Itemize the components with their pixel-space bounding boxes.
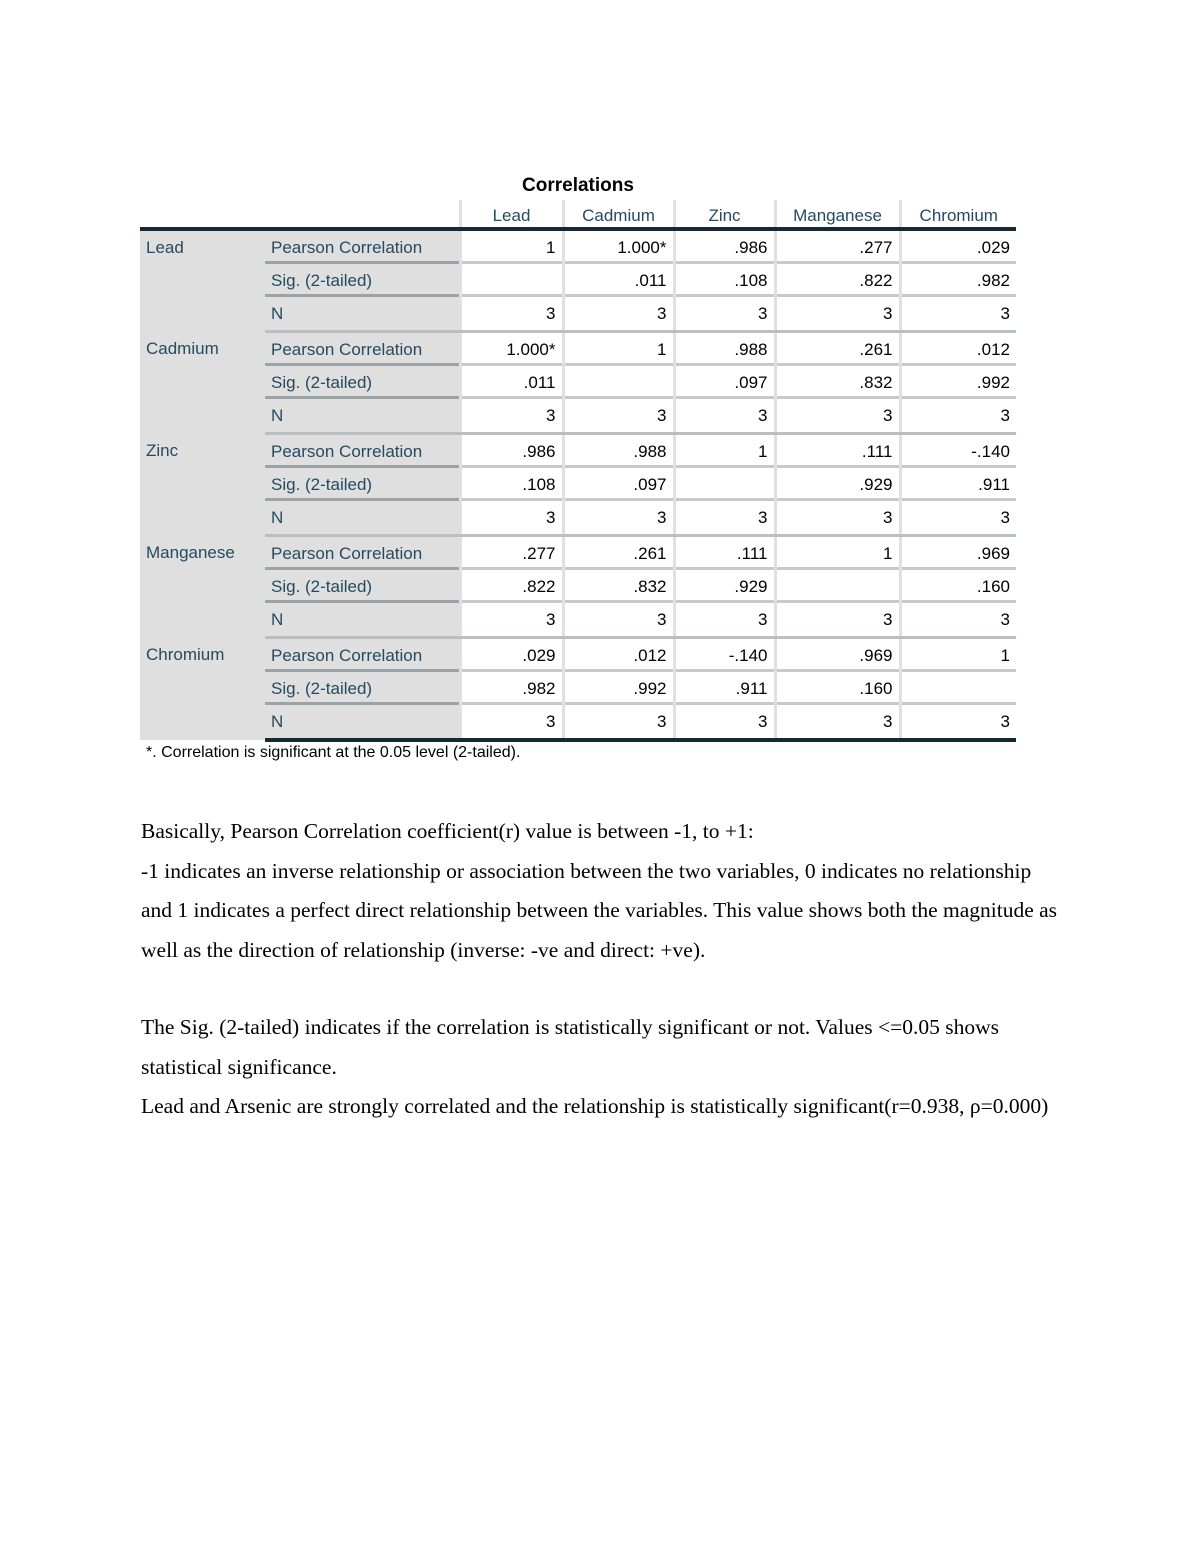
table-cell: 1.000* bbox=[460, 332, 563, 367]
table-cell: 3 bbox=[900, 501, 1016, 536]
table-cell: 3 bbox=[674, 399, 775, 434]
table-cell: .012 bbox=[563, 638, 674, 673]
row-stat-label: N bbox=[265, 297, 460, 332]
table-cell: .988 bbox=[674, 332, 775, 367]
table-row bbox=[140, 638, 1016, 673]
column-header: Cadmium bbox=[563, 200, 674, 229]
table-title: Correlations bbox=[522, 175, 634, 196]
table-row bbox=[140, 468, 1016, 501]
row-stat-label: Pearson Correlation bbox=[265, 638, 460, 673]
table-cell: .108 bbox=[460, 468, 563, 501]
table-cell: 3 bbox=[563, 297, 674, 332]
table-cell: 3 bbox=[674, 705, 775, 740]
table-cell: .277 bbox=[775, 229, 900, 264]
table-cell: 1 bbox=[900, 638, 1016, 673]
table-row bbox=[140, 229, 1016, 264]
table-cell: .111 bbox=[775, 434, 900, 469]
table-row bbox=[140, 705, 1016, 740]
header-blank bbox=[140, 200, 460, 229]
table-cell: .822 bbox=[775, 264, 900, 297]
table-row bbox=[140, 570, 1016, 603]
paragraph-range: -1 indicates an inverse relationship or association between the two variables, 0 indicates no relationship and 1 indicates a perfect direct relationship between the variables. This value shows both the magnitude as well as the direction of relationship (inverse: -ve and direct: +ve). bbox=[141, 858, 1058, 962]
table-cell: .029 bbox=[900, 229, 1016, 264]
table-cell bbox=[674, 468, 775, 501]
table-cell: 1 bbox=[563, 332, 674, 367]
table-cell: 3 bbox=[460, 297, 563, 332]
table-cell: .822 bbox=[460, 570, 563, 603]
table-cell: -.140 bbox=[900, 434, 1016, 469]
table-header-row bbox=[140, 200, 1016, 229]
table-cell: .277 bbox=[460, 536, 563, 571]
table-cell: .011 bbox=[563, 264, 674, 297]
table-cell: 3 bbox=[900, 399, 1016, 434]
table-cell: .986 bbox=[460, 434, 563, 469]
column-header: Manganese bbox=[775, 200, 900, 229]
table-cell: .992 bbox=[900, 366, 1016, 399]
paragraph-gap bbox=[141, 970, 1061, 1008]
table-cell: .111 bbox=[674, 536, 775, 571]
table-row bbox=[140, 264, 1016, 297]
explanation-text bbox=[141, 812, 1061, 1127]
row-stat-label: N bbox=[265, 501, 460, 536]
row-stat-label: Sig. (2-tailed) bbox=[265, 264, 460, 297]
table-row bbox=[140, 501, 1016, 536]
table-cell: 1 bbox=[460, 229, 563, 264]
table-cell: 3 bbox=[775, 705, 900, 740]
table-cell: .832 bbox=[775, 366, 900, 399]
table-cell: .911 bbox=[900, 468, 1016, 501]
table-cell: 3 bbox=[900, 297, 1016, 332]
paragraph-intro: Basically, Pearson Correlation coefficient(r) value is between -1, to +1: bbox=[141, 819, 754, 843]
table-row bbox=[140, 603, 1016, 638]
table-footnote: *. Correlation is significant at the 0.05 level (2-tailed). bbox=[146, 744, 521, 761]
table-cell: .261 bbox=[563, 536, 674, 571]
table-cell: .029 bbox=[460, 638, 563, 673]
table-cell: 3 bbox=[460, 399, 563, 434]
row-stat-label: Pearson Correlation bbox=[265, 536, 460, 571]
table-cell bbox=[563, 366, 674, 399]
table-cell: .097 bbox=[563, 468, 674, 501]
table-cell: .160 bbox=[775, 672, 900, 705]
table-cell: 3 bbox=[563, 603, 674, 638]
table-cell: 3 bbox=[460, 603, 563, 638]
row-variable-label: Cadmium bbox=[140, 332, 265, 434]
table-cell: .969 bbox=[900, 536, 1016, 571]
table-row bbox=[140, 332, 1016, 367]
paragraph-significance: The Sig. (2-tailed) indicates if the correlation is statistically significant or not. Values <=0.05 shows statistical significance. bbox=[141, 1015, 999, 1079]
column-header: Zinc bbox=[674, 200, 775, 229]
row-variable-label: Zinc bbox=[140, 434, 265, 536]
table-cell: 3 bbox=[775, 297, 900, 332]
table-cell: .929 bbox=[674, 570, 775, 603]
table-cell: 1 bbox=[775, 536, 900, 571]
row-stat-label: Sig. (2-tailed) bbox=[265, 366, 460, 399]
table-cell: .832 bbox=[563, 570, 674, 603]
table-cell: .097 bbox=[674, 366, 775, 399]
table-cell: .261 bbox=[775, 332, 900, 367]
row-variable-label: Chromium bbox=[140, 638, 265, 741]
column-header: Chromium bbox=[900, 200, 1016, 229]
table-cell: .011 bbox=[460, 366, 563, 399]
table-cell: 3 bbox=[563, 705, 674, 740]
table-cell: 3 bbox=[900, 705, 1016, 740]
table-cell: .160 bbox=[900, 570, 1016, 603]
table-cell: .012 bbox=[900, 332, 1016, 367]
table-cell: 3 bbox=[775, 501, 900, 536]
table-body bbox=[140, 229, 1016, 740]
row-stat-label: Sig. (2-tailed) bbox=[265, 672, 460, 705]
table-row bbox=[140, 536, 1016, 571]
correlations-table bbox=[140, 200, 1016, 742]
row-stat-label: Pearson Correlation bbox=[265, 434, 460, 469]
table-cell bbox=[900, 672, 1016, 705]
table-cell: 3 bbox=[563, 501, 674, 536]
table-cell: 3 bbox=[460, 705, 563, 740]
table-cell: 3 bbox=[460, 501, 563, 536]
table-cell: .108 bbox=[674, 264, 775, 297]
table-row bbox=[140, 434, 1016, 469]
table-cell: .982 bbox=[900, 264, 1016, 297]
row-variable-label: Lead bbox=[140, 229, 265, 332]
table-cell: .992 bbox=[563, 672, 674, 705]
table-row bbox=[140, 672, 1016, 705]
table-cell: .969 bbox=[775, 638, 900, 673]
column-header: Lead bbox=[460, 200, 563, 229]
row-stat-label: Sig. (2-tailed) bbox=[265, 570, 460, 603]
table-cell: -.140 bbox=[674, 638, 775, 673]
table-cell: .986 bbox=[674, 229, 775, 264]
table-cell: .988 bbox=[563, 434, 674, 469]
table-cell: 3 bbox=[775, 399, 900, 434]
table-cell: 3 bbox=[674, 603, 775, 638]
table-row bbox=[140, 366, 1016, 399]
row-stat-label: Pearson Correlation bbox=[265, 229, 460, 264]
table-cell: .911 bbox=[674, 672, 775, 705]
table-row bbox=[140, 399, 1016, 434]
row-stat-label: N bbox=[265, 399, 460, 434]
table-row bbox=[140, 297, 1016, 332]
table-cell: 1.000* bbox=[563, 229, 674, 264]
table-cell: .929 bbox=[775, 468, 900, 501]
table-cell: 3 bbox=[563, 399, 674, 434]
table-cell bbox=[775, 570, 900, 603]
table-cell: 3 bbox=[674, 501, 775, 536]
table-cell bbox=[460, 264, 563, 297]
correlations-table-container bbox=[140, 172, 1016, 742]
table-cell: 3 bbox=[900, 603, 1016, 638]
table-cell: 3 bbox=[775, 603, 900, 638]
table-cell: 1 bbox=[674, 434, 775, 469]
table-cell: 3 bbox=[674, 297, 775, 332]
row-variable-label: Manganese bbox=[140, 536, 265, 638]
paragraph-conclusion: Lead and Arsenic are strongly correlated and the relationship is statistically significant(r=0.938, ρ=0.000) bbox=[141, 1094, 1049, 1118]
row-stat-label: N bbox=[265, 705, 460, 740]
row-stat-label: N bbox=[265, 603, 460, 638]
row-stat-label: Pearson Correlation bbox=[265, 332, 460, 367]
row-stat-label: Sig. (2-tailed) bbox=[265, 468, 460, 501]
table-cell: .982 bbox=[460, 672, 563, 705]
